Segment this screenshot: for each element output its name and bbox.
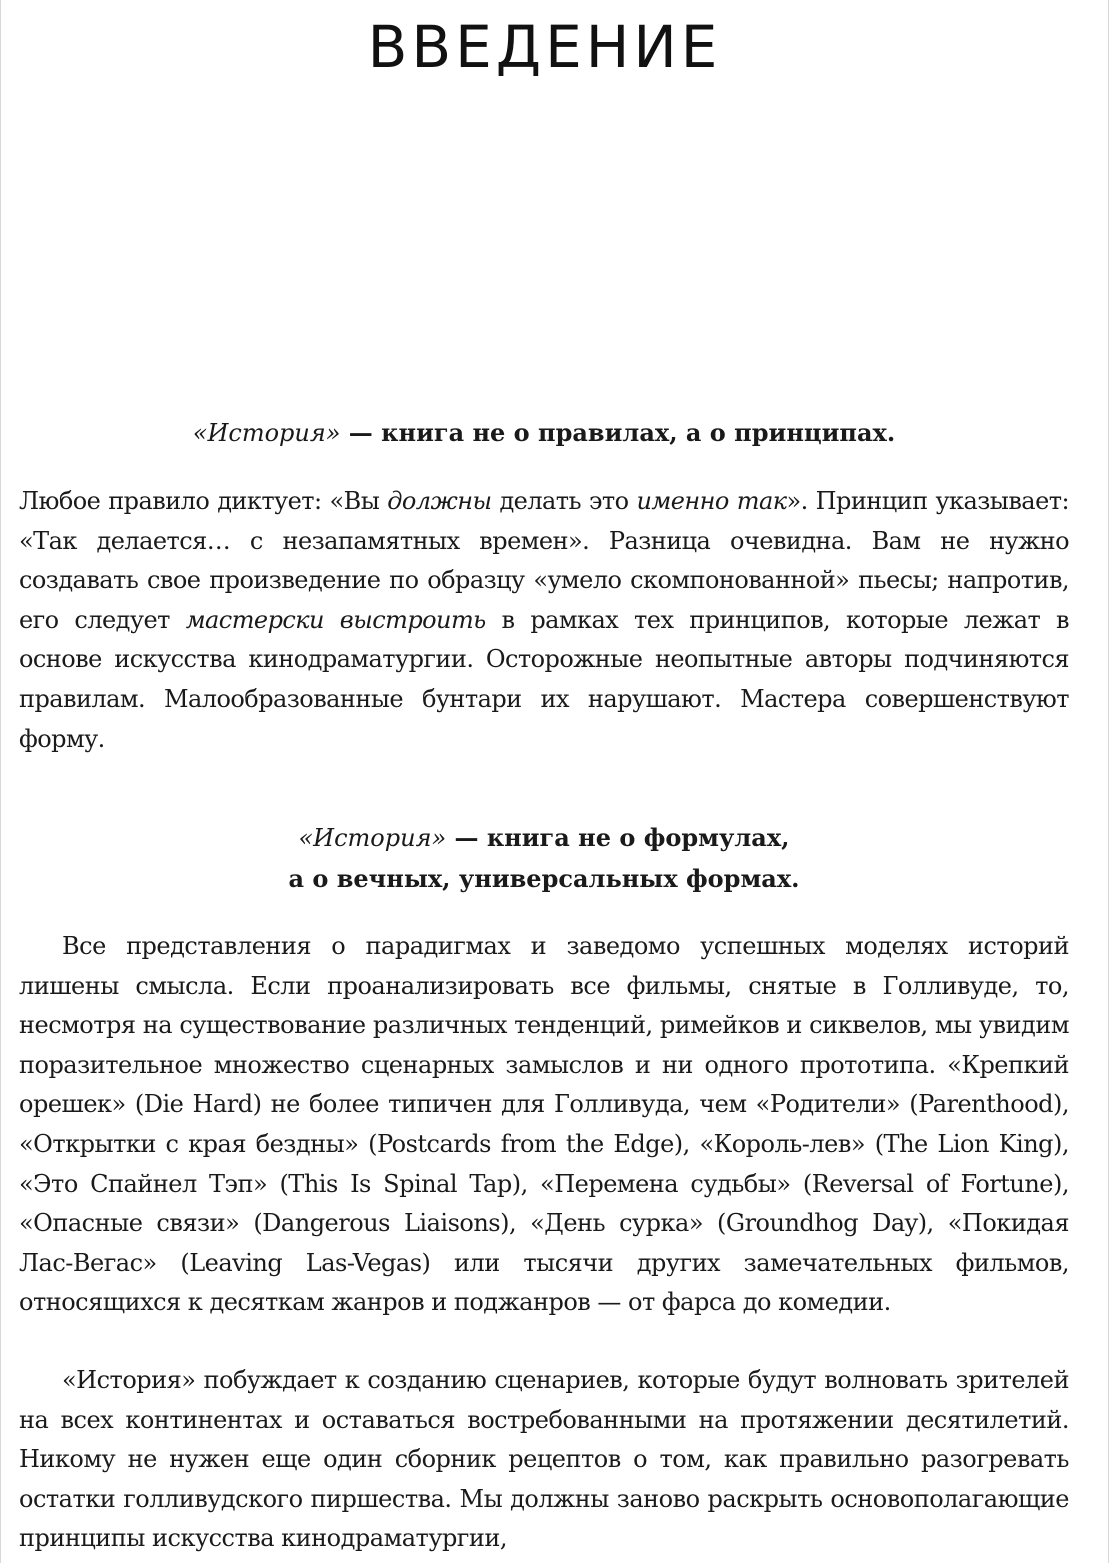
lead-statement-forms — [19, 818, 1069, 898]
paragraph-paradigms: Все представления о парадигмах и заведомо успешных моделях историй лишены смысла. Если проанализировать все фильмы, снятые в Голливуде, то, несмотря на существование различных тенденций, римейков и сиквелов, мы увидим поразительное множество сценарных замыслов и ни одного прототипа. «Крепкий орешек» (Die Hard) не более типичен для Голливуда, чем «Родители» (Parenthood), «Открытки с края бездны» (Postcards from the Edge), «Король-лев» (The Lion King), «Это Спайнел Тэп» (This Is Spinal Tap), «Перемена судьбы» (Reversal of Fortune), «Опасные связи» (Dangerous Liaisons), «День сурка» (Groundhog Day), «Покидая Лас-Вегас» (Leaving Las-Vegas) или тысячи других замечательных фильмов, относящихся к десяткам жанров и поджанров — от фарса до комедии. — [19, 932, 1069, 1317]
paragraph-text: делать это — [491, 487, 637, 515]
paragraph-rules-principles — [19, 482, 1069, 759]
paragraph-text: в рамках тех принципов, которые лежат в основе искусства кинодраматургии. Осторожные неопытные авторы подчиняются правилам. Малообразованные бунтари их нарушают. Мастера совершенствуют форму. — [19, 605, 1070, 753]
lead-statement-text: — книга не о формулах, — [446, 823, 790, 852]
emphasis-text: должны — [387, 487, 492, 515]
emphasis-text: мастерски выстроить — [185, 605, 486, 634]
paragraph-text: ». Принцип указывает: «Так делается… с незапамятных времен». Разница очевидна. Вам не нужно создавать свое произведение по образцу «умело скомпонованной» пьесы; напротив, его следует — [19, 487, 1069, 634]
emphasis-text: именно так — [636, 487, 787, 515]
book-title-italic: «История» — [192, 419, 341, 447]
paragraph-text: Любое правило диктует: «Вы — [19, 487, 388, 515]
chapter-title: ВВЕДЕНИЕ — [367, 13, 722, 81]
lead-statement-rules — [19, 413, 1069, 454]
paragraph-story-purpose: «История» побуждает к созданию сценариев, которые будут волновать зрителей на всех континентах и оставаться востребованными на протяжении десятилетий. Никому не нужен еще один сборник рецептов о том, как правильно разогревать остатки голливудского пиршества. Мы должны заново раскрыть основополагающие принципы искусства кинодраматургии, — [19, 1366, 1069, 1553]
lead-statement-text: а о вечных, универсальных формах. — [288, 863, 800, 893]
book-title-italic: «История» — [298, 824, 447, 852]
lead-statement-text: — книга не о правилах, а о принципах. — [340, 418, 896, 447]
